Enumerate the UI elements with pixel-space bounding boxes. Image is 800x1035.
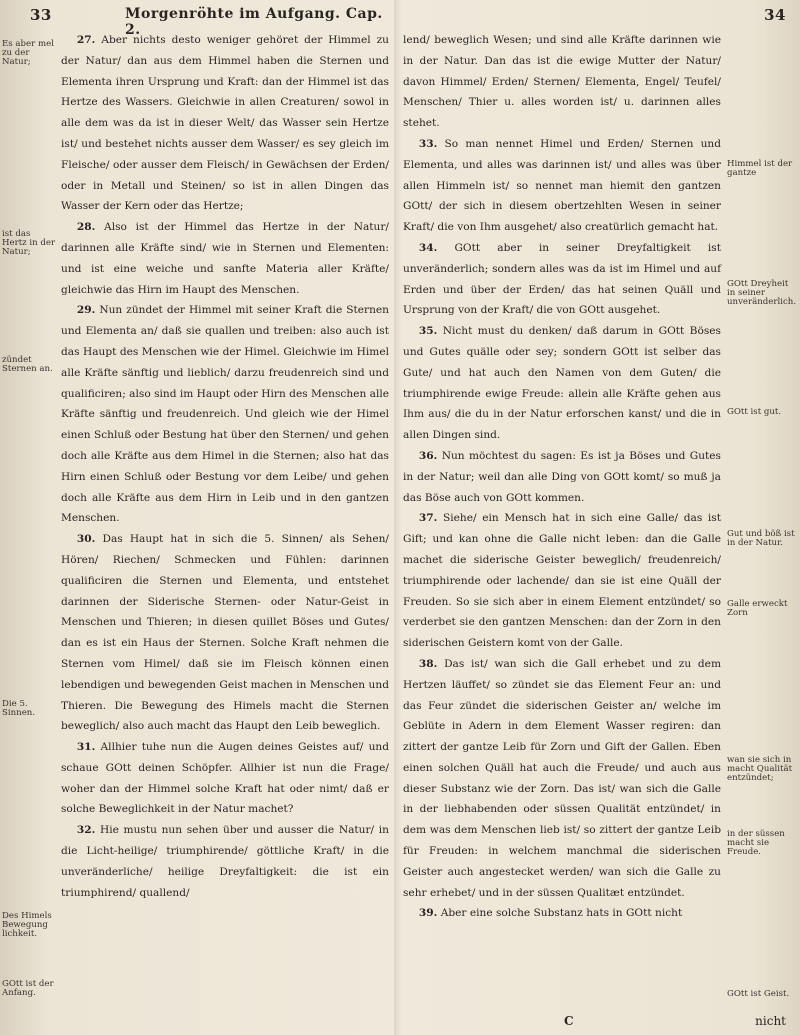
paragraph: 34. GOtt aber in seiner Dreyfaltigkeit ist unveränderlich; sondern alles was da ist im Himel und auf Erden und über der Erden/ das hat seinen Quäll und Ursprung von der Kraft/ die von GOtt ausgehet. <box>403 241 721 317</box>
paragraph: 36. Nun möchtest du sagen: Es ist ja Böses und Gutes in der Natur; weil dan alle Ding von GOtt komt/ so muß ja das Böse auch von GOtt kommen. <box>403 449 721 504</box>
paragraph: 29. Nun zündet der Himmel mit seiner Kraft die Sternen und Elementa an/ daß sie quallen und treiben: also auch ist das Haupt des Menschen wie der Himel. Gleichwie im Himel alle Kräfte sänftig und lieblich/ darzu freudenreich sind und qualificiren; also sind im Haupt oder Hirn des Menschen alle Kräfte sänftig und freudenreich. Und gleich wie der Himel einen Schluß oder Bestung hat über den Sternen/ und gehen doch alle Kräfte aus dem Himel in die Sternen; also hat das Hirn einen Schluß oder Bestung vor dem Leibe/ und gehen doch alle Kräfte aus dem Hirn in Leib und in den gantzen Menschen. <box>61 304 389 525</box>
paragraph: 39. Aber eine solche Substanz hats in GOtt nicht <box>418 907 683 920</box>
margin-note: in der süssen macht sie Freude. <box>727 829 785 858</box>
margin-note: Die 5. Sinnen. <box>2 699 36 719</box>
right-text-column <box>403 30 721 924</box>
margin-note: Himmel ist der gantze <box>727 159 793 179</box>
margin-note: GOtt Dreyheit in seiner unveränderlich. <box>727 279 797 308</box>
signature-mark: C <box>564 1014 574 1028</box>
paragraph: 32. Hie mustu nun sehen über und ausser die Natur/ in die Licht-heilige/ triumphirende/ göttliche Kraft/ in die unveränderliche/ heilige Dreyfaltigkeit: die ist ein triumphirend/ quallend/ <box>61 824 389 899</box>
left-text-column <box>61 30 389 903</box>
margin-note: zündet Sternen an. <box>2 355 53 375</box>
paragraph: 37. Siehe/ ein Mensch hat in sich eine Galle/ das ist Gift; und kan ohne die Galle nicht leben: dan die Galle machet die siderische Geister beweglich/ freudenreich/ triumphirende oder lachende/ dan sie ist eine Quäll der Freuden. So sie sich aber in einem Element entzündet/ so verderbet sie den gantzen Menschen: dan der Zorn in den siderischen Geistern komt von der Galle. <box>403 512 721 650</box>
margin-note: GOtt ist Geist. <box>727 989 790 999</box>
margin-note: GOtt ist gut. <box>727 407 782 417</box>
margin-note: ist das Hertz in der Natur; <box>2 229 56 258</box>
paragraph: 33. So man nennet Himel und Erden/ Sternen und Elementa, und alles was darinnen ist/ und alles was über allen Himmeln ist/ so nennet man hiemit den gantzen GOtt/ der sich in diesem obertzehlten Wesen in seiner Kraft/ die von Ihm ausgehet/ also creatürlich gemacht hat. <box>403 137 722 234</box>
paragraph: 38. Das ist/ wan sich die Gall erhebet und zu dem Hertzen läuffet/ so zündet sie das Element Feur an: und das Feur zündet die siderischen Geister an/ welche im Geblüte in Adern in dem Element Wasser regiren: dan zittert der gantze Leib für Zorn und Gift der Gallen. Eben einen solchen Quäll hat auch die Freude/ und auch aus dieser Substanz wie der Zorn. Das ist/ wan sich die Galle in der liebhabenden oder süssen Qualität entzündet/ in dem was dem Menschen lieb ist/ so zittert der gantze Leib für Freuden: in welchem manchmal die siderischen Geister auch angestecket werden/ wan sich die Galle zu sehr erhebet/ und in der süssen Qualitæt entzündet. <box>403 657 721 899</box>
paragraph: 30. Das Haupt hat in sich die 5. Sinnen/ als Sehen/ Hören/ Riechen/ Schmecken und Fühlen: darinnen qualificiren die Sternen und Elementa, und entstehet darinnen der Siderische Sternen- oder Natur-Geist in Menschen und Thieren; in diesen quillet Böses und Gutes/ dan es ist ein Haus der Sternen. Solche Kraft nehmen die Sternen vom Himel/ daß sie im Fleisch können einen lebendigen und bewegenden Geist machen in Menschen und Thieren. Die Bewegung des Himels macht die Sternen beweglich/ also auch macht das Haupt den Leib beweglich. <box>61 533 389 733</box>
paragraph: 28. Also ist der Himmel das Hertze in der Natur/ darinnen alle Kräfte sind/ wie in Sternen und Elementen: und ist eine weiche und sanfte Materia aller Kräfte/ gleichwie das Hirn im Haupt des Menschen. <box>61 221 389 296</box>
margin-note: Es aber mel zu der Natur; <box>2 39 54 68</box>
left-page-number: 33 <box>30 6 52 24</box>
margin-note: Galle erweckt Zorn <box>727 599 788 619</box>
paragraph: 35. Nicht must du denken/ daß darum in GOtt Böses und Gutes quälle oder sey; sondern GOtt ist selber das Gute/ und hat auch den Namen von dem Guten/ die triumphirende ewige Freude: allein alle Kräfte gehen aus Ihm aus/ die du in der Natur erforschen kanst/ und die in allen Dingen sind. <box>403 325 721 442</box>
paragraph: lend/ beweglich Wesen; und sind alle Kräfte darinnen wie in der Natur. Dan das ist die ewige Mutter der Natur/ davon Himmel/ Erden/ Sternen/ Elementa, Engel/ Teufel/ Menschen/ Thier u. alles worden ist/ u. darinnen alles stehet. <box>403 34 721 130</box>
paragraph: 31. Allhier tuhe nun die Augen deines Geistes auf/ und schaue GOtt deinen Schöpfer. Allhier ist nun die Frage/ woher dan der Himmel solche Kraft hat oder nimt/ daß er solche Beweglichkeit in der Natur machet? <box>61 741 389 816</box>
margin-note: Gut und böß ist in der Natur. <box>727 529 795 549</box>
right-page-number: 34 <box>764 6 786 24</box>
margin-note: GOtt ist der Anfang. <box>2 979 54 999</box>
margin-note: Des Himels Bewegung lichkeit. <box>2 911 52 940</box>
paragraph: 27. Aber nichts desto weniger gehöret der Himmel zu der Natur/ dan aus dem Himmel haben die Sternen und Elementa ihren Ursprung und Kraft: dan der Himmel ist das Hertze des Wassers. Gleichwie in allen Creaturen/ sowol in alle dem was da ist in dieser Welt/ das Wasser sein Hertze ist/ und bestehet nichts ausser dem Wasser/ es sey gleich im Fleische/ oder ausser dem Fleisch/ in Gewächsen der Erden/ oder in Metall und Steinen/ so ist in allen Dingen das Wasser der Kern oder das Hertze; <box>61 34 389 213</box>
catchword: nicht <box>755 1014 786 1028</box>
margin-note: wan sie sich in macht Qualität entzündet; <box>727 755 793 784</box>
page-gutter <box>394 0 402 1035</box>
running-title: Morgenröhte im Aufgang. Cap. 2. <box>125 6 383 38</box>
